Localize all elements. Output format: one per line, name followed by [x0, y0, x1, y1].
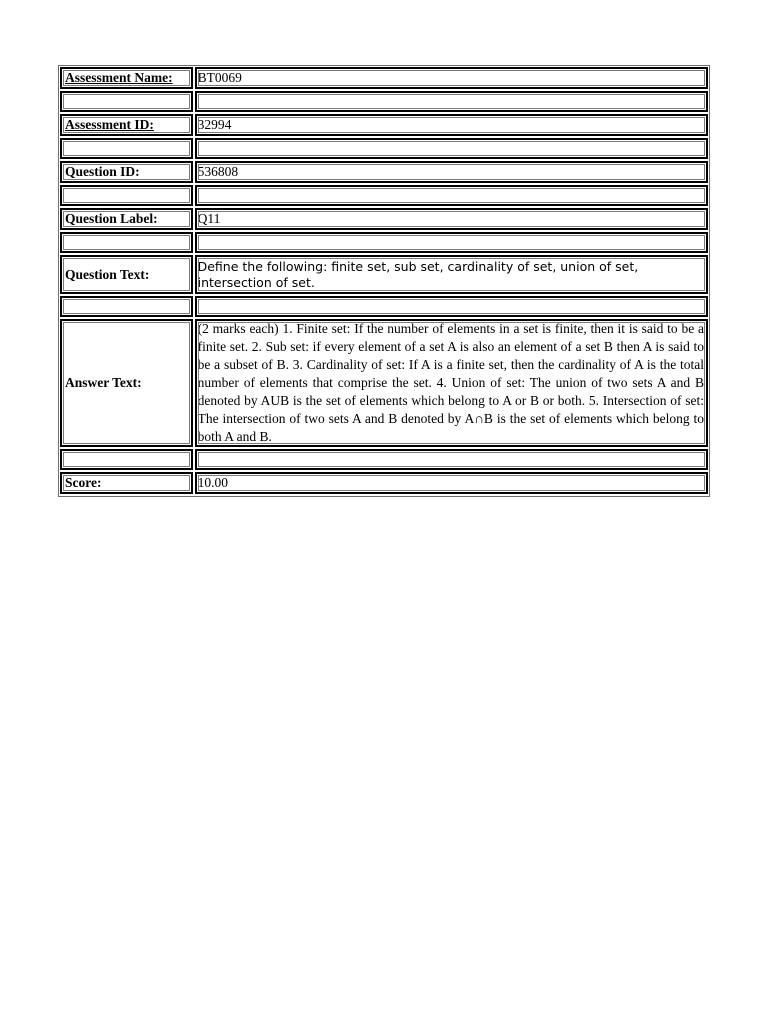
empty-cell	[195, 449, 708, 470]
assessment-name-row	[60, 67, 708, 89]
empty-cell	[195, 91, 708, 112]
assessment-id-value: 32994	[195, 114, 708, 136]
assessment-id-row	[60, 114, 708, 136]
empty-cell	[60, 91, 193, 112]
assessment-name-label-text: Assessment Name:	[65, 70, 173, 85]
empty-cell	[195, 185, 708, 206]
spacer-row	[60, 91, 708, 112]
question-text-row	[60, 255, 708, 294]
answer-text-body: (2 marks each) 1. Finite set: If the number of elements in a set is finite, then it is said to be a finite set. 2. Sub set: if every element of a set A is also an element of a set B then A is said to be a subset of B. 3. Cardinality of set: If A is a finite set, then the cardinality of A is the total number of elements that comprise the set. 4. Union of set: The union of two sets A and B denoted by AUB is the set of elements which belong to A or B or both. 5. Intersection of set: The intersection of two sets A and B denoted by A∩B is the set of elements which belong to both A and B.	[197, 321, 704, 444]
spacer-row	[60, 185, 708, 206]
score-value: 10.00	[195, 472, 708, 494]
question-text-value	[195, 255, 708, 294]
empty-cell	[195, 138, 708, 159]
spacer-row	[60, 138, 708, 159]
answer-text-value	[195, 319, 708, 447]
question-text-body: Define the following: finite set, sub set, cardinality of set, union of set, intersection of set.	[197, 258, 639, 290]
score-row	[60, 472, 708, 494]
spacer-row	[60, 232, 708, 253]
empty-cell	[60, 185, 193, 206]
question-label-row	[60, 208, 708, 230]
question-id-label: Question ID:	[60, 161, 193, 183]
assessment-table	[58, 65, 710, 497]
spacer-row	[60, 296, 708, 317]
empty-cell	[195, 232, 708, 253]
question-id-value: 536808	[195, 161, 708, 183]
empty-cell	[60, 232, 193, 253]
question-text-label: Question Text:	[60, 255, 193, 294]
empty-cell	[60, 449, 193, 470]
question-id-row	[60, 161, 708, 183]
empty-cell	[60, 296, 193, 317]
empty-cell	[195, 296, 708, 317]
score-label: Score:	[60, 472, 193, 494]
empty-cell	[60, 138, 193, 159]
question-label-value: Q11	[195, 208, 708, 230]
question-label-label: Question Label:	[60, 208, 193, 230]
assessment-name-value: BT0069	[195, 67, 708, 89]
assessment-name-label	[60, 67, 193, 89]
answer-text-row	[60, 319, 708, 447]
answer-text-label: Answer Text:	[60, 319, 193, 447]
spacer-row	[60, 449, 708, 470]
assessment-id-label	[60, 114, 193, 136]
assessment-id-label-text: Assessment ID:	[65, 117, 154, 132]
